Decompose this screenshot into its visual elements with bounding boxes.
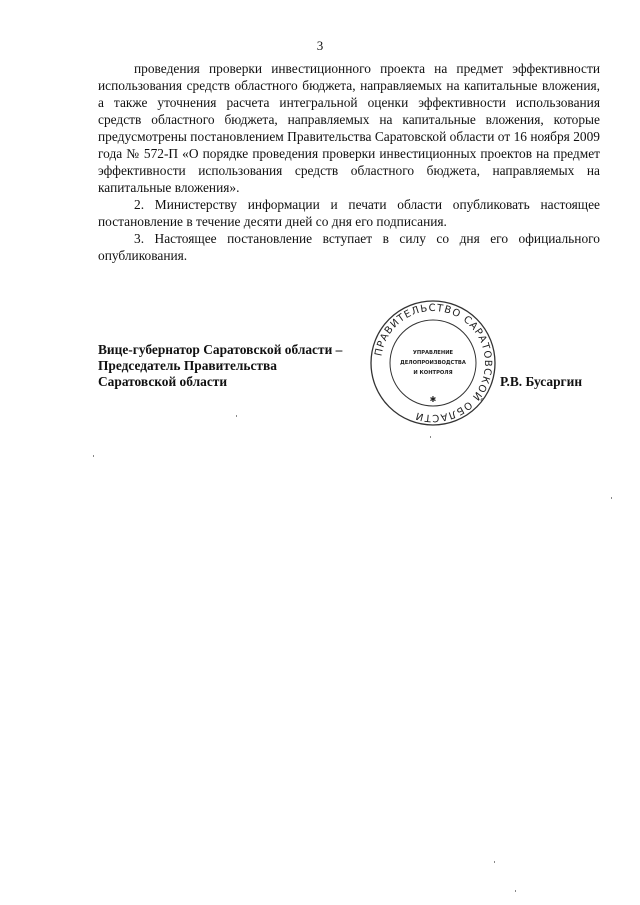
official-seal [368,298,498,428]
seal-ring-text: ПРАВИТЕЛЬСТВО САРАТОВСКОЙ ОБЛАСТИ [373,302,494,424]
scan-speck [611,497,612,499]
paragraph-1: проведения проверки инвестиционного проекта на предмет эффективности использования средств областного бюджета, направляемых на капитальные вложения, а также уточнения расчета интегральной оценки эффективности использования средств областного бюджета, направляемых на капитальные вложения, которые предусмотрены постановлением Правительства Саратовской области от 16 ноября 2009 года № 572-П «О порядке проведения проверки инвестиционных проектов на предмет эффективности использования средств областного бюджета, направляемых на капитальные вложения». [98,61,600,195]
page-number: 3 [316,38,324,53]
seal-inner-line-1: УПРАВЛЕНИЕ [412,350,454,356]
paragraph-2: 2. Министерству информации и печати области опубликовать настоящее постановление в течение десяти дней со дня его подписания. [98,197,600,229]
seal-inner-line-3: И КОНТРОЛЯ [413,370,453,376]
signatory-title-line-1: Вице-губернатор Саратовской области – [98,342,343,357]
scan-speck [515,890,516,892]
scan-speck [93,455,94,457]
signature-block [98,342,600,390]
scan-speck [236,415,237,417]
seal-inner-line-2: ДЕЛОПРОИЗВОДСТВА [400,360,466,366]
signatory-title-line-2: Председатель Правительства [98,358,277,373]
signatory-title-line-3: Саратовской области [98,374,228,389]
seal-star-icon: ✱ [429,395,437,404]
signatory-name: Р.В. Бусаргин [500,374,583,389]
paragraph-3: 3. Настоящее постановление вступает в силу со дня его официального опубликования. [98,231,600,263]
scan-speck [430,436,431,438]
document-body [98,60,600,264]
scan-speck [494,861,495,863]
